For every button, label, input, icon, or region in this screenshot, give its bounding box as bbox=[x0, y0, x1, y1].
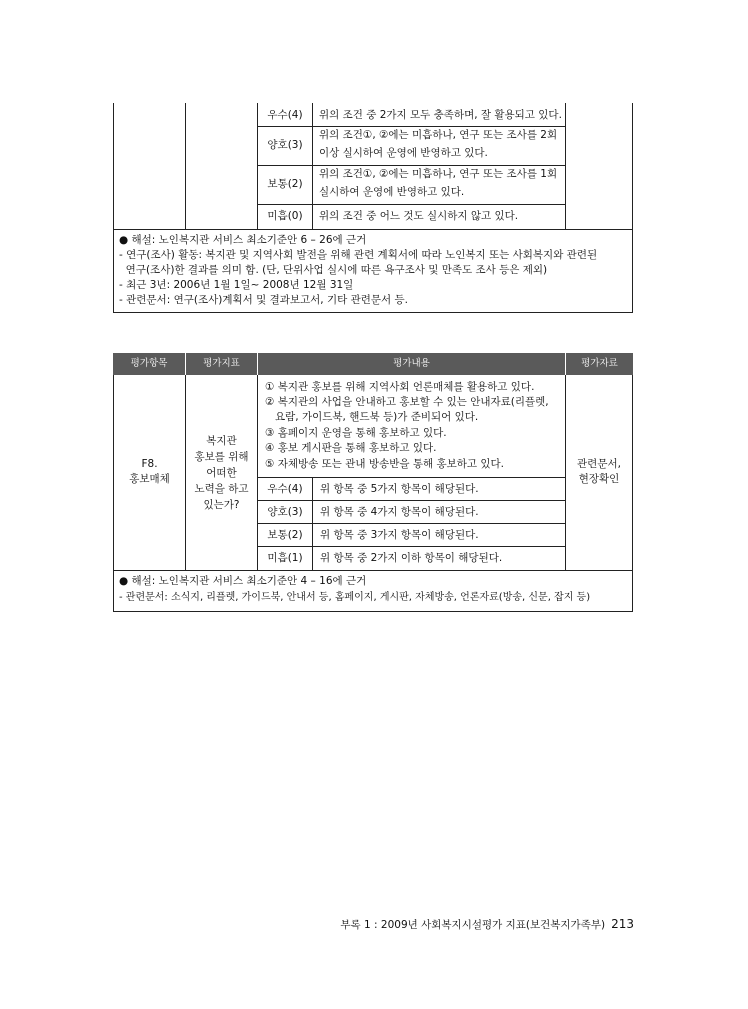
note-line: ● 해설: 노인복지관 서비스 최소기준안 6 – 26에 근거 bbox=[119, 234, 367, 246]
grade-desc: 위 항목 중 4가지 항목이 해당된다. bbox=[320, 506, 479, 518]
item-name: 홍보매체 bbox=[129, 473, 170, 485]
page-footer bbox=[340, 917, 634, 932]
grade-cell: 미흡(1) bbox=[267, 552, 303, 564]
grade-desc: 위의 조건 중 2가지 모두 충족하며, 잘 활용되고 있다. bbox=[319, 109, 562, 121]
page-number: 213 bbox=[611, 917, 634, 931]
note-line: ● 해설: 노인복지관 서비스 최소기준안 4 – 16에 근거 bbox=[119, 575, 367, 587]
note-line: 연구(조사)한 결과를 의미 함. (단, 단위사업 실시에 따른 욕구조사 및 만족도 조사 등은 제외) bbox=[119, 264, 548, 276]
grade-cell: 양호(3) bbox=[267, 139, 303, 151]
header-item: 평가항목 bbox=[113, 353, 185, 375]
grade-desc: 위의 조건①, ②에는 미흡하나, 연구 또는 조사를 1회 bbox=[319, 168, 558, 180]
header-material: 평가자료 bbox=[566, 353, 633, 375]
indicator-line: 복지관 bbox=[206, 435, 237, 447]
grade-desc: 위의 조건 중 어느 것도 실시하지 않고 있다. bbox=[319, 210, 519, 222]
indicator-line: 홍보를 위해 bbox=[194, 451, 249, 463]
grade-desc: 위의 조건①, ②에는 미흡하나, 연구 또는 조사를 2회 bbox=[319, 129, 558, 141]
grade-cell: 우수(4) bbox=[267, 483, 303, 495]
material-line: 관련문서, bbox=[577, 458, 621, 470]
grade-desc: 위 항목 중 5가지 항목이 해당된다. bbox=[320, 483, 479, 495]
grade-desc: 위 항목 중 3가지 항목이 해당된다. bbox=[320, 529, 479, 541]
criteria-line: ② 복지관의 사업을 안내하고 홍보할 수 있는 안내자료(리플렛, bbox=[265, 396, 549, 408]
grade-desc: 위 항목 중 2가지 이하 항목이 해당된다. bbox=[320, 552, 503, 564]
note-line: - 연구(조사) 활동: 복지관 및 지역사회 발전을 위해 관련 계획서에 따라 노인복지 또는 사회복지와 관련된 bbox=[119, 249, 598, 261]
material-line: 현장확인 bbox=[578, 473, 620, 485]
footer-text: 부록 1 : 2009년 사회복지시설평가 지표(보건복지가족부) bbox=[340, 919, 606, 931]
item-code: F8. bbox=[141, 458, 158, 470]
note-line: - 관련문서: 연구(조사)계획서 및 결과보고서, 기타 관련문서 등. bbox=[119, 294, 408, 306]
note-line: - 관련문서: 소식지, 리플렛, 가이드북, 안내서 등, 홈페이지, 게시판, 자체방송, 언론자료(방송, 신문, 잡지 등) bbox=[119, 592, 591, 603]
criteria-line: ⑤ 자체방송 또는 관내 방송반을 통해 홍보하고 있다. bbox=[265, 458, 504, 470]
criteria-line: ① 복지관 홍보를 위해 지역사회 언론매체를 활용하고 있다. bbox=[265, 381, 535, 393]
note-line: - 최근 3년: 2006년 1월 1일~ 2008년 12월 31일 bbox=[119, 279, 354, 291]
grade-desc: 이상 실시하여 운영에 반영하고 있다. bbox=[319, 147, 488, 159]
header-indicator: 평가지표 bbox=[186, 353, 257, 375]
grade-cell: 보통(2) bbox=[267, 529, 303, 541]
grade-cell: 미흡(0) bbox=[267, 210, 303, 222]
grade-desc: 실시하여 운영에 반영하고 있다. bbox=[319, 186, 465, 198]
grade-cell: 우수(4) bbox=[267, 109, 303, 121]
criteria-line: 요람, 가이드북, 핸드북 등)가 준비되어 있다. bbox=[265, 411, 479, 423]
grade-cell: 보통(2) bbox=[267, 178, 303, 190]
header-content: 평가내용 bbox=[258, 353, 565, 375]
criteria-line: ④ 홍보 게시판을 통해 홍보하고 있다. bbox=[265, 442, 437, 454]
indicator-line: 있는가? bbox=[203, 499, 240, 511]
criteria-line: ③ 홈페이지 운영을 통해 홍보하고 있다. bbox=[265, 427, 447, 439]
indicator-line: 어떠한 bbox=[206, 467, 237, 479]
indicator-line: 노력을 하고 bbox=[194, 483, 249, 495]
grade-cell: 양호(3) bbox=[267, 506, 303, 518]
